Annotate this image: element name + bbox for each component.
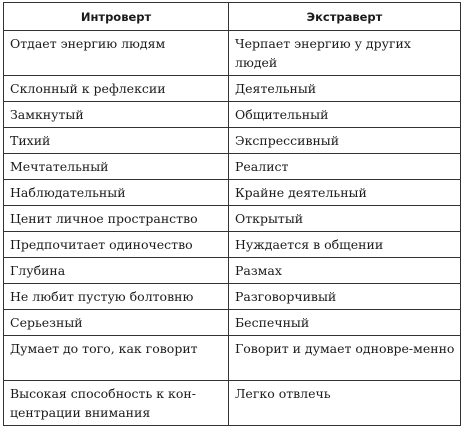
cell-introvert: Отдает энергию людям bbox=[4, 31, 229, 76]
table-row bbox=[4, 128, 461, 154]
table-row bbox=[4, 154, 461, 180]
cell-extravert: Крайне деятельный bbox=[229, 180, 461, 206]
cell-extravert: Разговорчивый bbox=[229, 284, 461, 310]
header-introvert: Интроверт bbox=[4, 3, 229, 31]
cell-extravert: Беспечный bbox=[229, 310, 461, 336]
cell-introvert: Замкнутый bbox=[4, 102, 229, 128]
cell-extravert: Реалист bbox=[229, 154, 461, 180]
cell-introvert: Думает до того, как говорит bbox=[4, 336, 229, 381]
cell-extravert: Говорит и думает одновре-менно bbox=[229, 336, 461, 381]
table-row bbox=[4, 258, 461, 284]
table-row bbox=[4, 102, 461, 128]
cell-introvert: Глубина bbox=[4, 258, 229, 284]
introvert-extravert-table bbox=[3, 2, 461, 426]
cell-introvert: Тихий bbox=[4, 128, 229, 154]
cell-introvert: Ценит личное пространство bbox=[4, 206, 229, 232]
cell-introvert: Мечтательный bbox=[4, 154, 229, 180]
cell-introvert: Не любит пустую болтовню bbox=[4, 284, 229, 310]
cell-extravert: Черпает энергию у других людей bbox=[229, 31, 461, 76]
cell-extravert: Размах bbox=[229, 258, 461, 284]
table-row bbox=[4, 310, 461, 336]
table-row bbox=[4, 76, 461, 102]
comparison-table-container bbox=[3, 2, 460, 426]
cell-extravert: Общительный bbox=[229, 102, 461, 128]
table-row bbox=[4, 180, 461, 206]
table-body bbox=[4, 31, 461, 426]
cell-extravert: Нуждается в общении bbox=[229, 232, 461, 258]
header-extravert: Экстраверт bbox=[229, 3, 461, 31]
header-row bbox=[4, 3, 461, 31]
table-row bbox=[4, 31, 461, 76]
cell-introvert: Склонный к рефлексии bbox=[4, 76, 229, 102]
cell-introvert: Наблюдательный bbox=[4, 180, 229, 206]
table-row bbox=[4, 381, 461, 426]
cell-extravert: Открытый bbox=[229, 206, 461, 232]
cell-extravert: Экспрессивный bbox=[229, 128, 461, 154]
cell-introvert: Высокая способность к кон-центрации внимания bbox=[4, 381, 229, 426]
cell-extravert: Легко отвлечь bbox=[229, 381, 461, 426]
table-row bbox=[4, 284, 461, 310]
table-row bbox=[4, 232, 461, 258]
cell-extravert: Деятельный bbox=[229, 76, 461, 102]
table-row bbox=[4, 206, 461, 232]
cell-introvert: Предпочитает одиночество bbox=[4, 232, 229, 258]
table-row bbox=[4, 336, 461, 381]
cell-introvert: Серьезный bbox=[4, 310, 229, 336]
